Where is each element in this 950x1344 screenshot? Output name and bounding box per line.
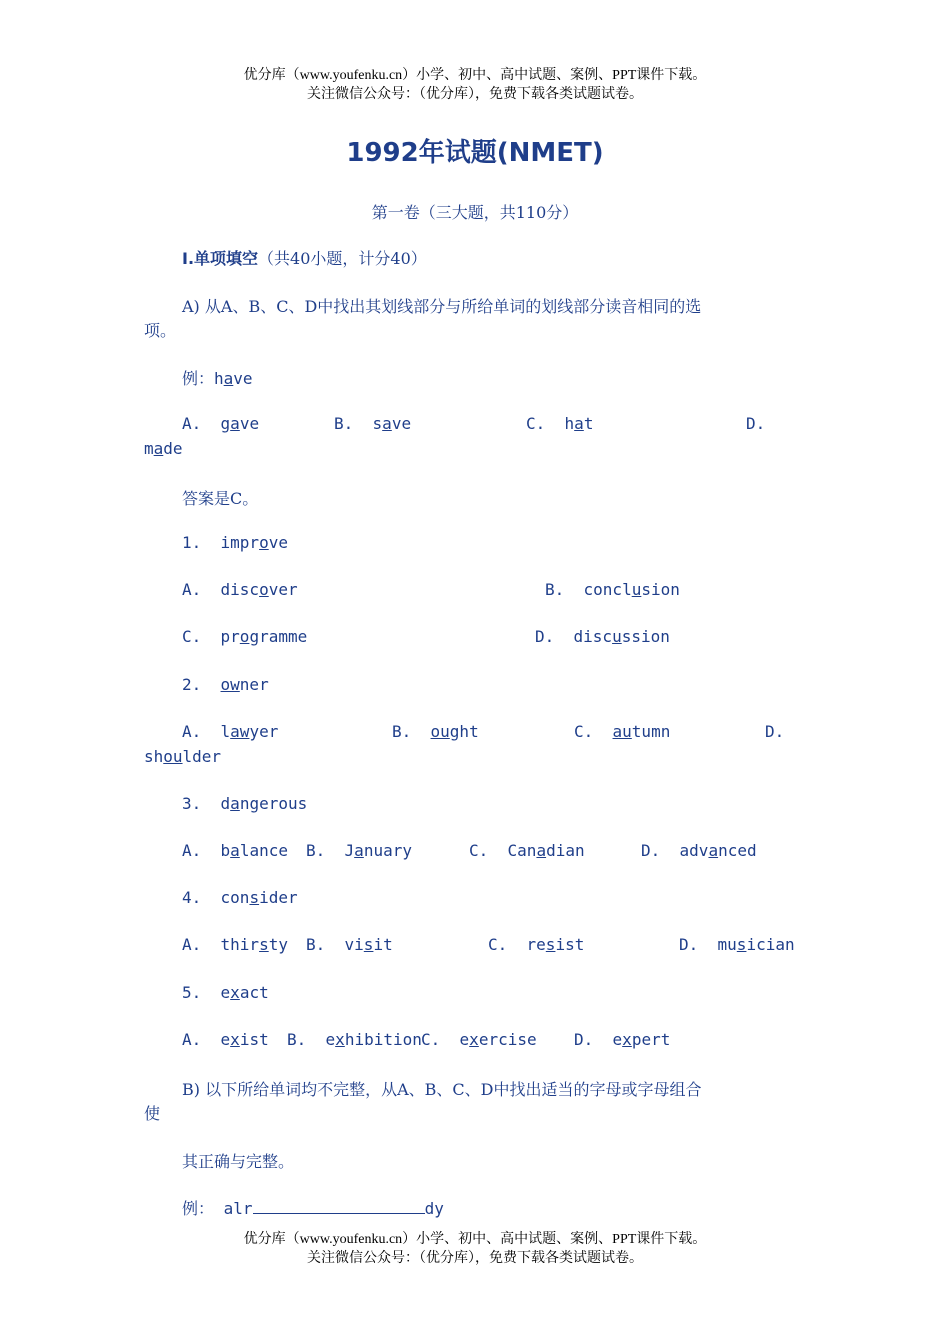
q4-option-c: C. resist [488,935,585,954]
part-b-example-label: 例： [182,1199,215,1218]
example-option-d-label: D. [746,414,766,433]
q5-option-c: C. exercise [421,1030,537,1049]
example-label: 例： [182,369,215,388]
example-option-a: A. gave [182,414,260,433]
q4-option-b: B. visit [306,935,393,954]
q5-option-a: A. exist [182,1030,269,1049]
question-3: 3. dangerous [182,794,308,813]
footer-line-1: 优分库（www.youfenku.cn）小学、初中、高中试题、案例、PPT课件下载。 [243,1232,707,1247]
question-4: 4. consider [182,888,298,907]
fill-in-blank[interactable] [253,1199,425,1214]
q3-option-c: C. Canadian [469,841,585,860]
q2-option-d: shoulder [144,747,222,766]
example-word: 例：have [182,369,253,388]
part-b-instruction: B) 以下所给单词均不完整，从A、B、C、D中找出适当的字母或字母组合 [182,1080,702,1099]
section-note: （共40小题，计分40） [258,249,427,268]
question-5: 5. exact [182,983,269,1002]
part-a-instruction-cont: 项。 [144,321,177,340]
q4-option-a: A. thirsty [182,935,288,954]
example-answer: 答案是C。 [182,489,259,508]
example-option-c: C. hat [526,414,594,433]
q2-option-c: C. autumn [574,722,671,741]
paper-subtitle: 第一卷（三大题，共110分） [371,203,579,222]
q5-option-d: D. expert [574,1030,671,1049]
q2-option-b: B. ought [392,722,479,741]
example-option-b: B. save [334,414,412,433]
example-option-d: made [144,439,183,458]
q1-option-c: C. programme [182,627,308,646]
q2-option-a: A. lawyer [182,722,279,741]
header-line-1: 优分库（www.youfenku.cn）小学、初中、高中试题、案例、PPT课件下载。 [243,68,707,83]
q3-option-b: B. January [306,841,412,860]
q1-option-a: A. discover [182,580,298,599]
part-a-instruction: A) 从A、B、C、D中找出其划线部分与所给单词的划线部分读音相同的选 [182,297,702,316]
page-header [0,66,950,104]
part-b-instruction-line3: 其正确与完整。 [182,1152,295,1171]
q3-option-d: D. advanced [641,841,757,860]
q1-option-d: D. discussion [535,627,670,646]
footer-line-2: 关注微信公众号：（优分库），免费下载各类试题试卷。 [307,1251,643,1266]
q3-option-a: A. balance [182,841,288,860]
underlined-letters: a [223,369,234,388]
part-b-instruction-cont: 使 [144,1104,161,1123]
q1-option-b: B. conclusion [545,580,680,599]
q5-option-b: B. exhibition [287,1030,422,1049]
q4-option-d: D. musician [679,935,795,954]
page-footer [0,1230,950,1268]
q2-option-d-label: D. [765,722,785,741]
section-heading [182,246,427,269]
question-2: 2. owner [182,675,269,694]
header-line-2: 关注微信公众号：（优分库），免费下载各类试题试卷。 [307,87,643,102]
part-b-example: 例： alr dy [182,1199,444,1218]
section-title: Ⅰ.单项填空 [182,249,259,268]
question-1: 1. improve [182,533,288,552]
exam-title: 1992年试题(NMET) [346,138,604,168]
